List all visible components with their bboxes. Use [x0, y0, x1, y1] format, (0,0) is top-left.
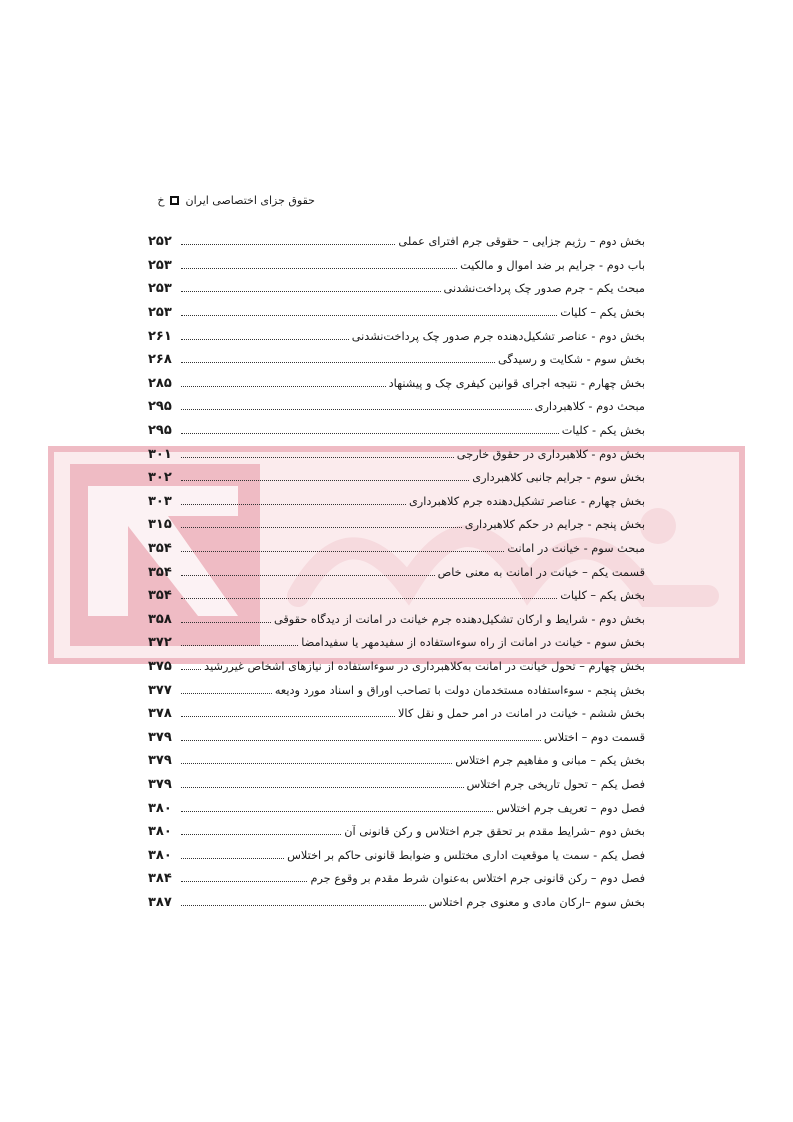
dot-leader	[181, 811, 493, 812]
dot-leader	[181, 527, 462, 528]
toc-entry-title: بخش دوم - عناصر تشکیل‌دهنده جرم صدور چک پرداخت‌نشدنی	[351, 329, 645, 343]
table-of-contents	[148, 230, 645, 914]
toc-entry-page: ۲۵۲	[148, 234, 172, 250]
toc-entry-title: بخش دوم – رژیم جزایی – حقوقی جرم افترای عملی	[398, 235, 645, 249]
toc-entry[interactable]	[148, 655, 645, 679]
toc-entry-page: ۳۷۹	[148, 753, 172, 769]
toc-entry-page: ۲۵۳	[148, 257, 172, 273]
toc-entry[interactable]	[148, 843, 645, 867]
toc-entry-title: بخش سوم - خیانت در امانت از راه سوءاستفاده از سفیدمهر یا سفیدامضا	[301, 636, 645, 650]
toc-entry[interactable]	[148, 773, 645, 797]
toc-entry-page: ۳۰۲	[148, 470, 172, 486]
toc-entry-page: ۳۷۹	[148, 729, 172, 745]
toc-entry-page: ۲۸۵	[148, 375, 172, 391]
toc-entry-page: ۳۰۳	[148, 493, 172, 509]
dot-leader	[181, 669, 201, 670]
toc-entry-title: بخش یکم – کلیات	[560, 306, 645, 320]
toc-entry[interactable]	[148, 513, 645, 537]
toc-entry[interactable]	[148, 796, 645, 820]
toc-entry-title: بخش یکم - کلیات	[561, 424, 645, 438]
toc-entry-page: ۳۷۷	[148, 682, 172, 698]
toc-entry[interactable]	[148, 608, 645, 632]
toc-entry-title: بخش سوم - شکایت و رسیدگی	[497, 353, 645, 367]
toc-entry-title: مبحث دوم - کلاهبرداری	[534, 400, 645, 414]
toc-entry-title: قسمت یکم – خیانت در امانت به معنی خاص	[437, 565, 645, 579]
toc-entry[interactable]	[148, 348, 645, 372]
toc-entry-page: ۳۸۴	[148, 871, 172, 887]
dot-leader	[181, 339, 349, 340]
toc-entry[interactable]	[148, 867, 645, 891]
toc-entry-page: ۳۸۰	[148, 800, 172, 816]
toc-entry-title: فصل یکم - سمت یا موقعیت اداری مختلس و ضوابط قانونی حاکم بر اختلاس	[287, 848, 645, 862]
toc-entry-page: ۳۷۸	[148, 706, 172, 722]
dot-leader	[181, 645, 298, 646]
toc-entry[interactable]	[148, 749, 645, 773]
toc-entry-page: ۳۸۰	[148, 847, 172, 863]
toc-entry-page: ۲۵۳	[148, 305, 172, 321]
toc-entry[interactable]	[148, 891, 645, 915]
toc-entry-page: ۳۵۴	[148, 564, 172, 580]
toc-entry-title: فصل دوم – رکن قانونی جرم اختلاس به‌عنوان شرط مقدم بر وقوع جرم	[310, 872, 645, 886]
dot-leader	[181, 858, 284, 859]
toc-entry-title: بخش ششم - خیانت در امانت در امر حمل و نقل کالا	[397, 707, 645, 721]
toc-entry[interactable]	[148, 372, 645, 396]
toc-entry-page: ۲۵۳	[148, 281, 172, 297]
toc-entry[interactable]	[148, 631, 645, 655]
dot-leader	[181, 575, 435, 576]
toc-entry[interactable]	[148, 725, 645, 749]
toc-entry[interactable]	[148, 301, 645, 325]
toc-entry[interactable]	[148, 466, 645, 490]
watermark-dot	[640, 508, 676, 544]
toc-entry-page: ۳۸۰	[148, 824, 172, 840]
toc-entry[interactable]	[148, 254, 645, 278]
toc-entry[interactable]	[148, 419, 645, 443]
toc-entry[interactable]	[148, 702, 645, 726]
toc-entry[interactable]	[148, 584, 645, 608]
toc-entry-title: فصل دوم – تعریف جرم اختلاس	[496, 801, 645, 815]
toc-entry-title: فصل یکم – تحول تاریخی جرم اختلاس	[466, 777, 645, 791]
toc-entry-title: بخش پنجم - سوءاستفاده مستخدمان دولت با تصاحب اوراق و اسناد مورد ودیعه	[274, 683, 645, 697]
toc-entry[interactable]	[148, 230, 645, 254]
dot-leader	[181, 291, 441, 292]
dot-leader	[181, 433, 559, 434]
toc-entry-title: مبحث یکم - جرم صدور چک پرداخت‌نشدنی	[443, 282, 645, 296]
dot-leader	[181, 622, 271, 623]
toc-entry-page: ۳۰۱	[148, 446, 172, 462]
dot-leader	[181, 409, 532, 410]
toc-entry-title: بخش یکم – کلیات	[560, 589, 645, 603]
toc-entry-page: ۳۵۸	[148, 611, 172, 627]
dot-leader	[181, 693, 272, 694]
dot-leader	[181, 834, 341, 835]
toc-entry-page: ۲۹۵	[148, 423, 172, 439]
book-title: حقوق جزای اختصاصی ایران	[185, 193, 315, 207]
dot-leader	[181, 881, 307, 882]
dot-leader	[181, 787, 464, 788]
dot-leader	[181, 480, 469, 481]
toc-entry[interactable]	[148, 277, 645, 301]
toc-entry[interactable]	[148, 820, 645, 844]
toc-entry-title: بخش پنجم - جرایم در حکم کلاهبرداری	[464, 518, 645, 532]
dot-leader	[181, 740, 541, 741]
dot-leader	[181, 244, 395, 245]
toc-entry-page: ۲۹۵	[148, 399, 172, 415]
toc-entry-title: بخش سوم –ارکان مادی و معنوی جرم اختلاس	[428, 895, 645, 909]
toc-entry[interactable]	[148, 560, 645, 584]
toc-entry[interactable]	[148, 678, 645, 702]
toc-entry-page: ۳۵۴	[148, 588, 172, 604]
dot-leader	[181, 315, 557, 316]
toc-entry-title: بخش چهارم – تحول خیانت در امانت به‌کلاهبرداری در سوءاستفاده از نیازهای اشخاص غیررشید	[204, 659, 645, 673]
dot-leader	[181, 905, 426, 906]
toc-entry[interactable]	[148, 490, 645, 514]
page-marker: خ	[157, 193, 165, 207]
toc-entry-page: ۳۷۵	[148, 658, 172, 674]
dot-leader	[181, 763, 452, 764]
toc-entry-title: بخش یکم – مبانی و مفاهیم جرم اختلاس	[455, 754, 645, 768]
toc-entry-title: بخش دوم - کلاهبرداری در حقوق خارجی	[456, 447, 645, 461]
toc-entry-title: بخش چهارم - عناصر تشکیل‌دهنده جرم کلاهبرداری	[408, 494, 645, 508]
toc-entry-page: ۳۱۵	[148, 517, 172, 533]
toc-entry-page: ۳۸۷	[148, 894, 172, 910]
toc-entry-title: بخش دوم - شرایط و ارکان تشکیل‌دهنده جرم خیانت در امانت از دیدگاه حقوقی	[273, 612, 645, 626]
toc-entry-page: ۲۶۱	[148, 328, 172, 344]
toc-entry-title: قسمت دوم – اختلاس	[543, 730, 645, 744]
toc-entry[interactable]	[148, 442, 645, 466]
toc-entry[interactable]	[148, 537, 645, 561]
toc-entry-title: بخش دوم –شرایط مقدم بر تحقق جرم اختلاس و رکن قانونی آن	[344, 825, 645, 839]
toc-entry-title: بخش سوم - جرایم جانبی کلاهبرداری	[472, 471, 645, 485]
toc-entry-page: ۳۷۹	[148, 776, 172, 792]
dot-leader	[181, 716, 395, 717]
toc-entry-title: مبحث سوم - خیانت در امانت	[507, 542, 645, 556]
dot-leader	[181, 457, 454, 458]
dot-leader	[181, 362, 495, 363]
toc-entry-page: ۳۵۴	[148, 541, 172, 557]
running-header	[140, 190, 315, 210]
toc-entry-page: ۲۶۸	[148, 352, 172, 368]
toc-entry[interactable]	[148, 395, 645, 419]
toc-entry-title: باب دوم - جرایم بر ضد اموال و مالکیت	[460, 258, 645, 272]
dot-leader	[181, 386, 386, 387]
toc-entry-title: بخش چهارم - نتیجه اجرای قوانین کیفری چک و پیشنهاد	[388, 376, 645, 390]
dot-leader	[181, 268, 457, 269]
dot-leader	[181, 598, 557, 599]
square-icon	[170, 196, 179, 205]
dot-leader	[181, 504, 406, 505]
toc-entry[interactable]	[148, 324, 645, 348]
dot-leader	[181, 551, 504, 552]
toc-entry-page: ۳۷۲	[148, 635, 172, 651]
